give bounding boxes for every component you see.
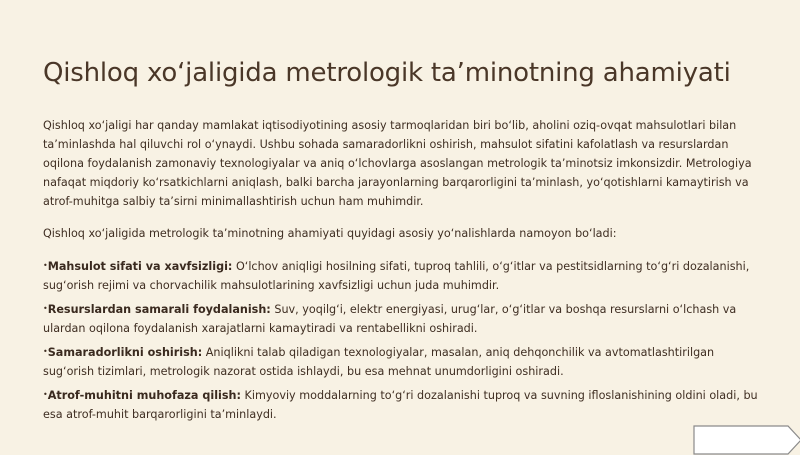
bullet-text: Kimyoviy moddalarning to‘g‘ri dozalanishi tuproq va suvning ifloslanishining oldini oladi, bu esa atrof-muhit barqarorligini ta’minlaydi. — [43, 389, 758, 421]
list-item — [43, 256, 763, 295]
bullet-marker: • — [43, 304, 48, 313]
bullet-term: Mahsulot sifati va xavfsizligi: — [47, 260, 233, 273]
bullet-marker: • — [43, 347, 48, 356]
bullet-text: O‘lchov aniqligi hosilning sifati, tuproq tahlili, o‘g‘itlar va pestitsidlarning to‘g‘ri dozalanishi, sug‘orish rejimi va chorvachilik mahsulotlarining xavfsizligi uchun juda muhimdir. — [43, 260, 750, 292]
page-title: Qishloq xo‘jaligida metrologik ta’minotning ahamiyati — [43, 58, 731, 88]
next-arrow-icon[interactable] — [693, 425, 800, 455]
bullet-term: Samaradorlikni oshirish: — [47, 346, 203, 359]
lead-paragraph: Qishloq xo‘jaligida metrologik ta’minotning ahamiyati quyidagi asosiy yo‘nalishlarda namoyon bo‘ladi: — [43, 227, 617, 240]
slide-body — [43, 116, 763, 428]
bullet-text: Aniqlikni talab qiladigan texnologiyalar, masalan, aniq dehqonchilik va avtomatlashtirilgan sug‘orish tizimlari, metrologik nazorat ostida ishlaydi, bu esa mehnat unumdorligini oshiradi. — [43, 346, 715, 378]
key-points-list — [43, 256, 763, 424]
list-item — [43, 385, 763, 424]
bullet-marker: • — [43, 261, 48, 270]
bullet-text: Suv, yoqilg‘i, elektr energiyasi, urug‘lar, o‘g‘itlar va boshqa resurslarni o‘lchash va ulardan oqilona foydalanish xarajatlarni kamaytiradi va rentabellikni oshiradi. — [43, 303, 737, 335]
bullet-term: Resurslardan samarali foydalanish: — [47, 303, 271, 316]
bullet-marker: • — [43, 390, 48, 399]
list-item — [43, 299, 763, 338]
bullet-term: Atrof-muhitni muhofaza qilish: — [47, 389, 241, 402]
intro-paragraph: Qishloq xo‘jaligi har qanday mamlakat iqtisodiyotining asosiy tarmoqlaridan biri bo‘lib, aholini oziq-ovqat mahsulotlari bilan ta’minlashda hal qiluvchi rol o‘ynaydi. Ushbu sohada samaradorlikni oshirish, mahsulot sifatini kafolatlash va resurslardan oqilona foydalanish zamonaviy texnologiyalar va aniq o‘lchovlarga asoslangan metrologik ta’minotsiz imkonsizdir. Metrologiya nafaqat miqdoriy ko‘rsatkichlarni aniqlash, balki barcha jarayonlarning barqarorligini ta’minlash, yo‘qotishlarni kamaytirish va atrof-muhitga salbiy ta’sirni minimallashtirish uchun ham muhimdir. — [43, 119, 752, 208]
list-item — [43, 342, 763, 381]
